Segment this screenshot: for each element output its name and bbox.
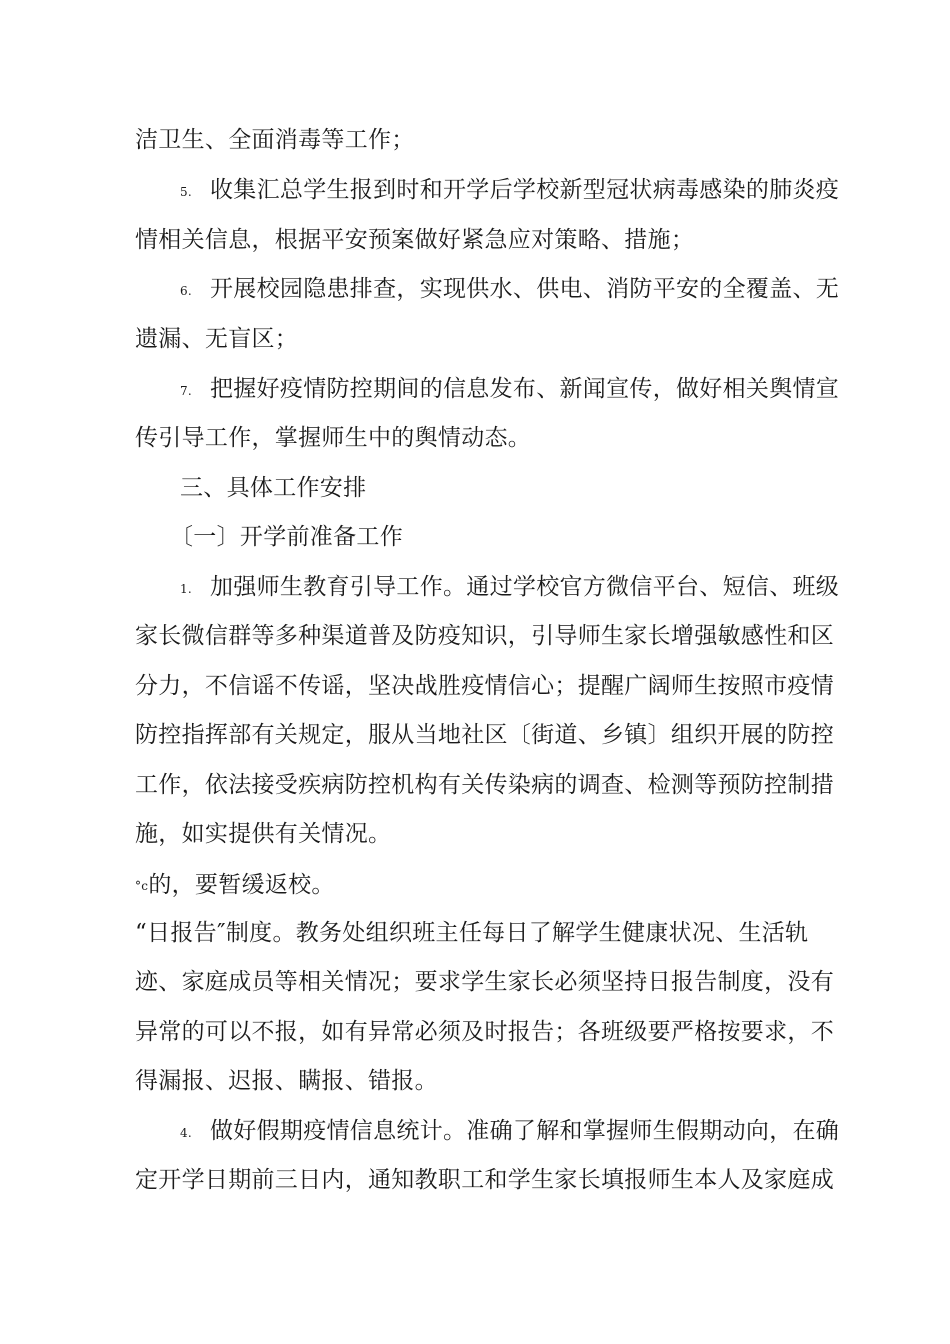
item-1-line-3: 分力，不信谣不传谣，坚决战胜疫情信心；提醒广阔师生按照市疫情 <box>135 673 834 699</box>
item-number: 6. <box>180 284 193 298</box>
item-1-line-5: 工作，依法接受疾病防控机构有关传染病的调查、检测等预防控制措 <box>135 772 834 798</box>
item-7-line-1: 7. 把握好疫情防控期间的信息发布、新闻宣传，做好相关舆情宣 <box>180 374 839 405</box>
temperature-mark: °c <box>135 879 149 893</box>
report-line-1: “日报告″制度。教务处组织班主任每日了解学生健康状况、生活轨 <box>135 920 809 946</box>
item-1-line-1: 1. 加强师生教育引导工作。通过学校官方微信平台、短信、班级 <box>180 572 839 603</box>
item-7-line-2: 传引导工作，掌握师生中的舆情动态。 <box>135 425 532 451</box>
item-6-line-1: 6. 开展校园隐患排查，实现供水、供电、消防平安的全覆盖、无 <box>180 274 839 305</box>
item-6-line-2: 遗漏、无盲区； <box>135 326 299 352</box>
report-line-3: 异常的可以不报，如有异常必须及时报告；各班级要严格按要求，不 <box>135 1019 834 1045</box>
item-number: 7. <box>180 384 193 398</box>
item-4-line-1: 4. 做好假期疫情信息统计。准确了解和掌握师生假期动向，在确 <box>180 1116 839 1147</box>
item-4-line-2: 定开学日期前三日内，通知教职工和学生家长填报师生本人及家庭成 <box>135 1167 834 1193</box>
item-1-line-4: 防控指挥部有关规定，服从当地社区〔街道、乡镇〕组织开展的防控 <box>135 722 834 748</box>
report-line-2: 迹、家庭成员等相关情况；要求学生家长必须坚持日报告制度，没有 <box>135 969 834 995</box>
report-line-4: 得漏报、迟报、瞒报、错报。 <box>135 1068 438 1094</box>
paragraph-line: 洁卫生、全面消毒等工作； <box>135 127 415 153</box>
subsection-heading: 〔一〕开学前准备工作 <box>170 524 403 550</box>
item-number: 5. <box>180 185 193 199</box>
item-number: 1. <box>180 582 193 596</box>
fragment-line: °c的，要暂缓返校。 <box>135 872 335 898</box>
item-1-line-6: 施，如实提供有关情况。 <box>135 821 392 847</box>
item-number: 4. <box>180 1126 193 1140</box>
item-5-line-1: 5. 收集汇总学生报到时和开学后学校新型冠状病毒感染的肺炎疫 <box>180 175 839 206</box>
item-1-line-2: 家长微信群等多种渠道普及防疫知识，引导师生家长增强敏感性和区 <box>135 623 834 649</box>
item-5-line-2: 情相关信息，根据平安预案做好紧急应对策略、措施； <box>135 227 695 253</box>
section-heading: 三、具体工作安排 <box>180 475 367 501</box>
